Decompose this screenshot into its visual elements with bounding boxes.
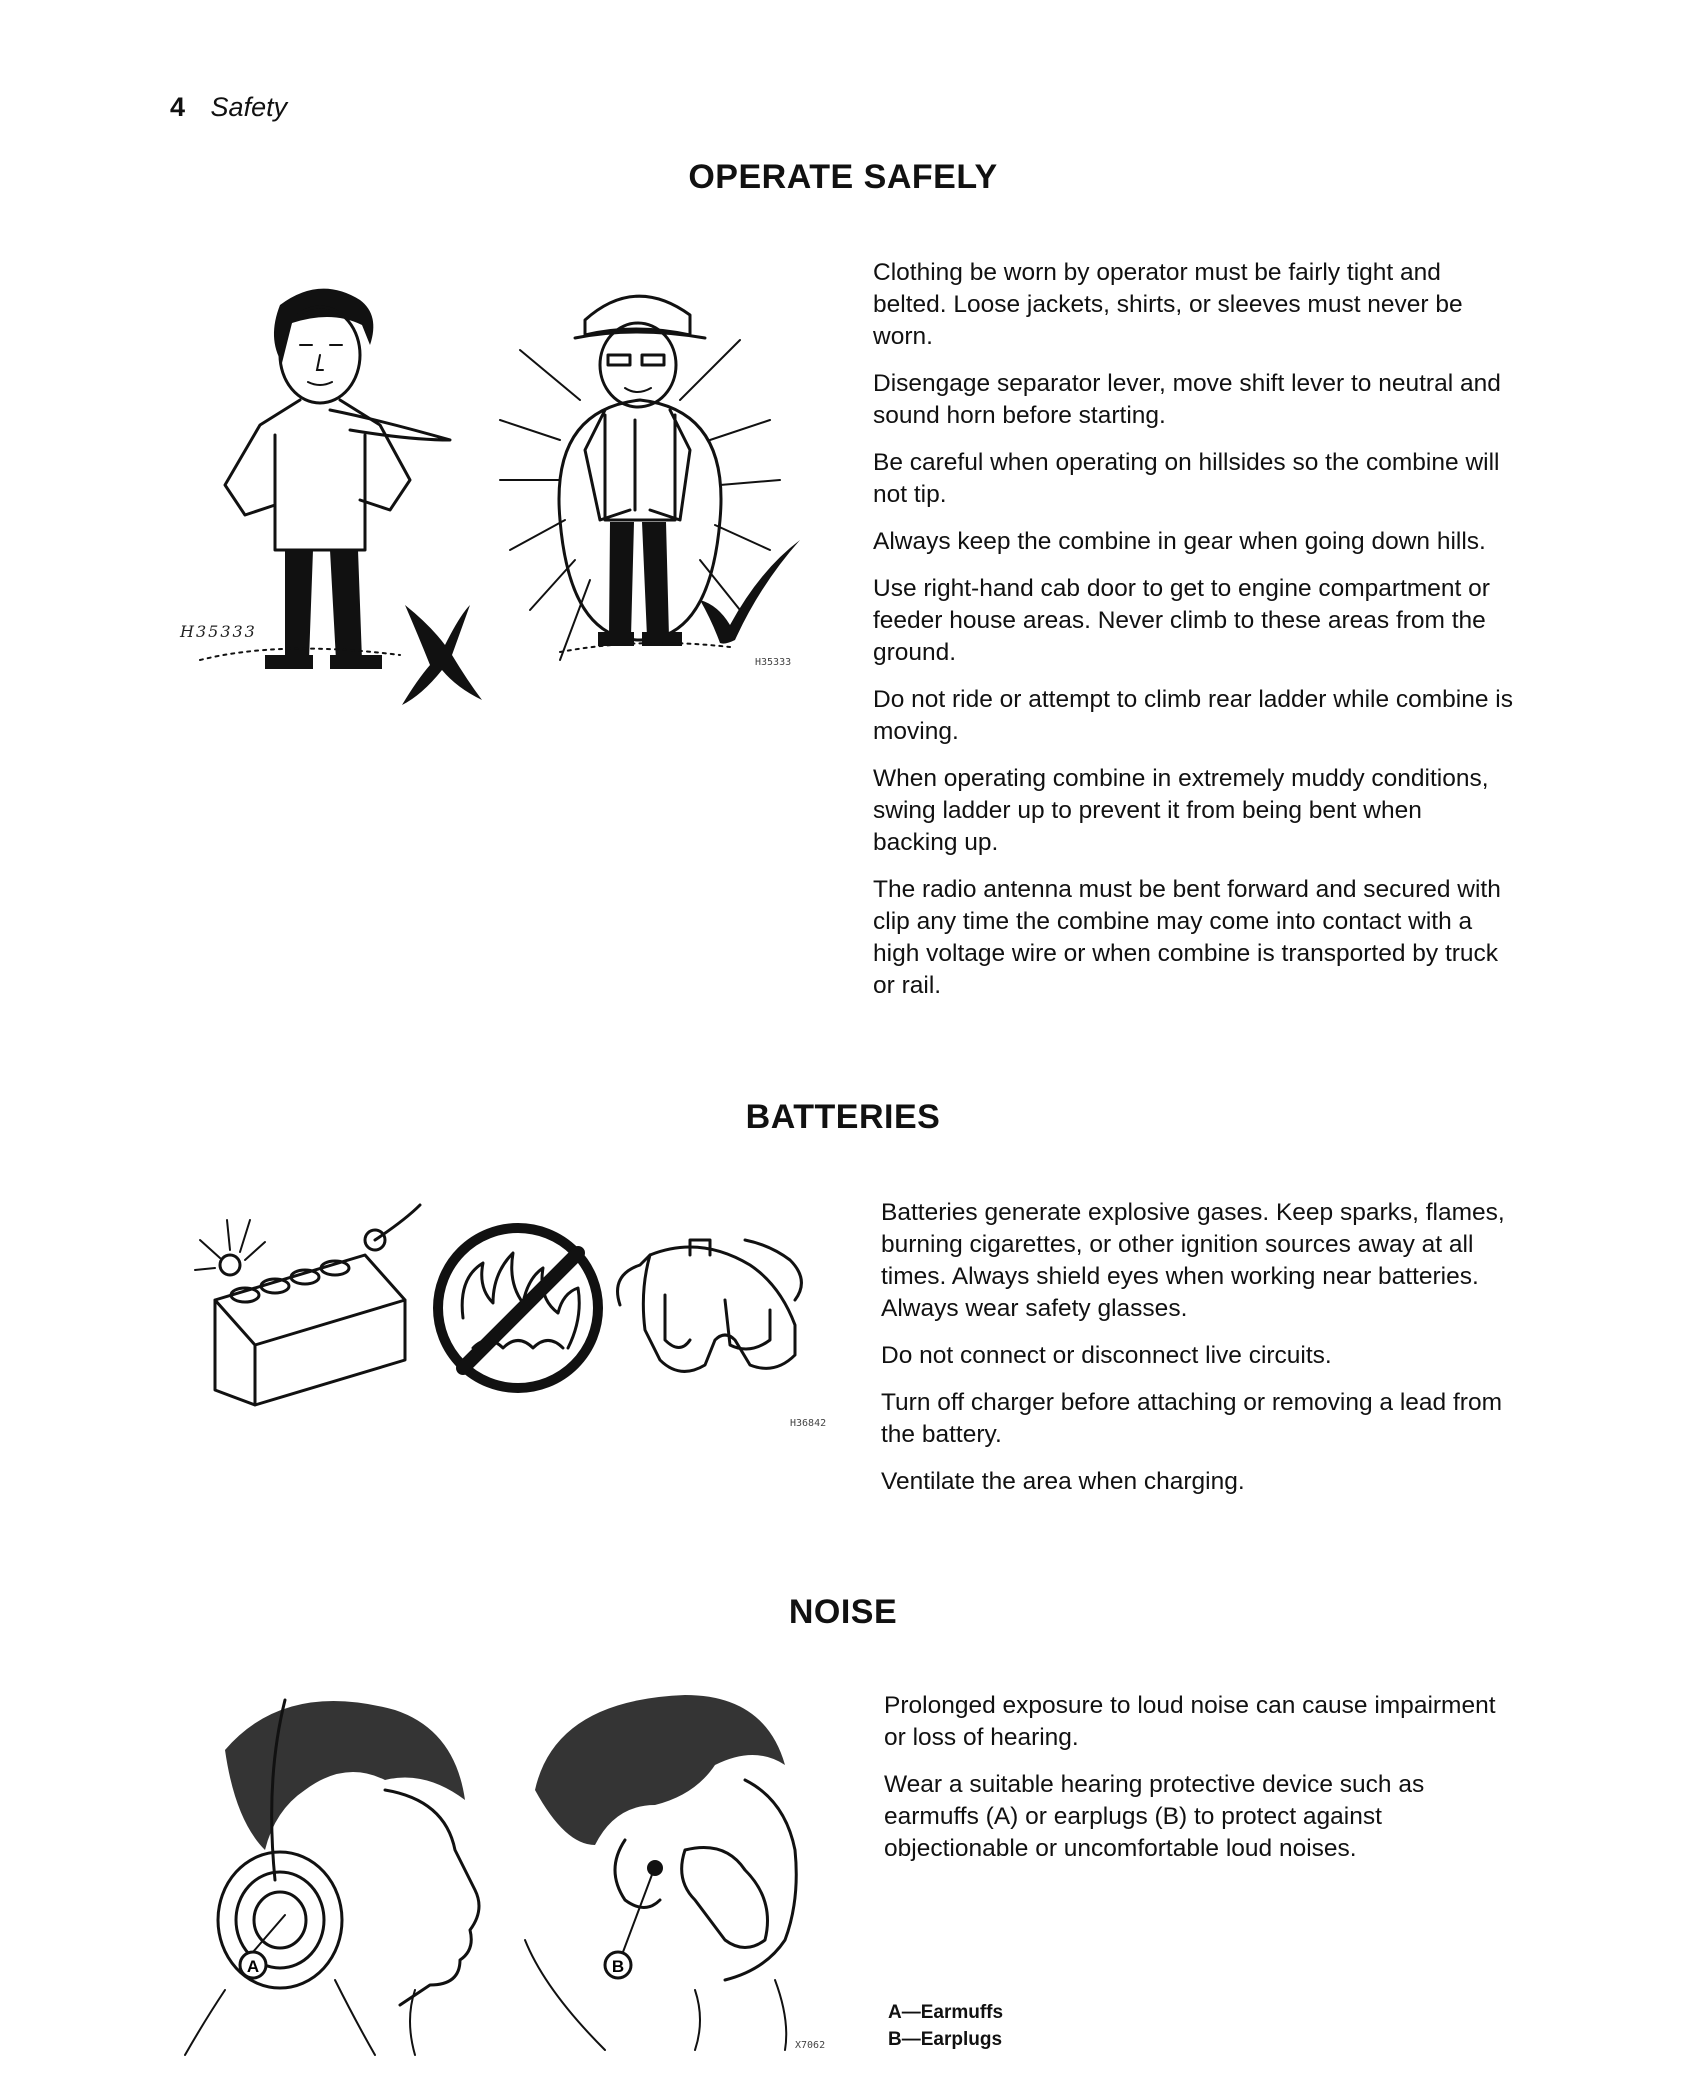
noise-legend <box>888 1999 1003 2053</box>
paragraph: Be careful when operating on hillsides so the combine will not tip. <box>873 449 1500 508</box>
earplugs-illustration <box>495 1690 825 2055</box>
right-operator-figure <box>500 296 780 660</box>
batteries-title: BATTERIES <box>745 1098 941 1136</box>
paragraph: Do not ride or attempt to climb rear ladder while combine is moving. <box>873 686 1514 745</box>
operate-safely-figure-code-small: H35333 <box>755 657 792 668</box>
paragraph: Disengage separator lever, move shift lever to neutral and sound horn before starting. <box>873 370 1501 429</box>
paragraph: Always keep the combine in gear when going down hills. <box>873 528 1486 555</box>
safety-goggles-icon <box>610 1225 815 1385</box>
callout-b-label: B <box>611 1957 625 1976</box>
paragraph: Do not connect or disconnect live circuits. <box>881 1342 1332 1369</box>
page-section: Safety <box>210 92 288 122</box>
paragraph: Prolonged exposure to loud noise can cause impairment or loss of hearing. <box>884 1692 1496 1751</box>
paragraph: Turn off charger before attaching or removing a lead from the battery. <box>881 1389 1502 1448</box>
legend-item-earplugs: B—Earplugs <box>888 2029 1003 2050</box>
paragraph: The radio antenna must be bent forward and secured with clip any time the combine may come into contact with a high voltage wire or when combine is transported by truck or rail. <box>873 876 1501 999</box>
paragraph: Use right-hand cab door to get to engine compartment or feeder house areas. Never climb to these areas from the ground. <box>873 575 1490 666</box>
battery-icon <box>195 1200 435 1410</box>
noise-text <box>884 1690 1524 1880</box>
batteries-text <box>881 1197 1521 1513</box>
noise-title: NOISE <box>788 1593 898 1631</box>
x-mark-icon <box>402 605 482 705</box>
earmuffs-illustration <box>185 1690 505 2055</box>
no-open-flame-icon <box>428 1218 608 1398</box>
paragraph: Batteries generate explosive gases. Keep sparks, flames, burning cigarettes, or other ignition sources away at all times. Always shield eyes when working near batteries. Always wear safety glasses. <box>881 1199 1505 1322</box>
callout-a-label: A <box>246 1957 260 1976</box>
paragraph: Clothing be worn by operator must be fairly tight and belted. Loose jackets, shirts, or sleeves must never be worn. <box>873 259 1463 350</box>
operate-safely-text <box>873 257 1513 1017</box>
batteries-figure-code: H36842 <box>790 1418 827 1429</box>
legend-item-earmuffs: A—Earmuffs <box>888 2002 1004 2023</box>
noise-figure-code: X7062 <box>795 2040 826 2051</box>
page-header <box>170 92 287 123</box>
page-number: 4 <box>170 92 186 122</box>
paragraph: Wear a suitable hearing protective device such as earmuffs (A) or earplugs (B) to protect against objectionable or uncomfortable loud noises. <box>884 1771 1425 1862</box>
paragraph: When operating combine in extremely muddy conditions, swing ladder up to prevent it from being bent when backing up. <box>873 765 1489 856</box>
operate-safely-title: OPERATE SAFELY <box>688 158 998 196</box>
operator-clothing-illustration <box>180 260 820 680</box>
paragraph: Ventilate the area when charging. <box>881 1468 1245 1495</box>
operate-safely-figure-code: H35333 <box>180 622 257 641</box>
